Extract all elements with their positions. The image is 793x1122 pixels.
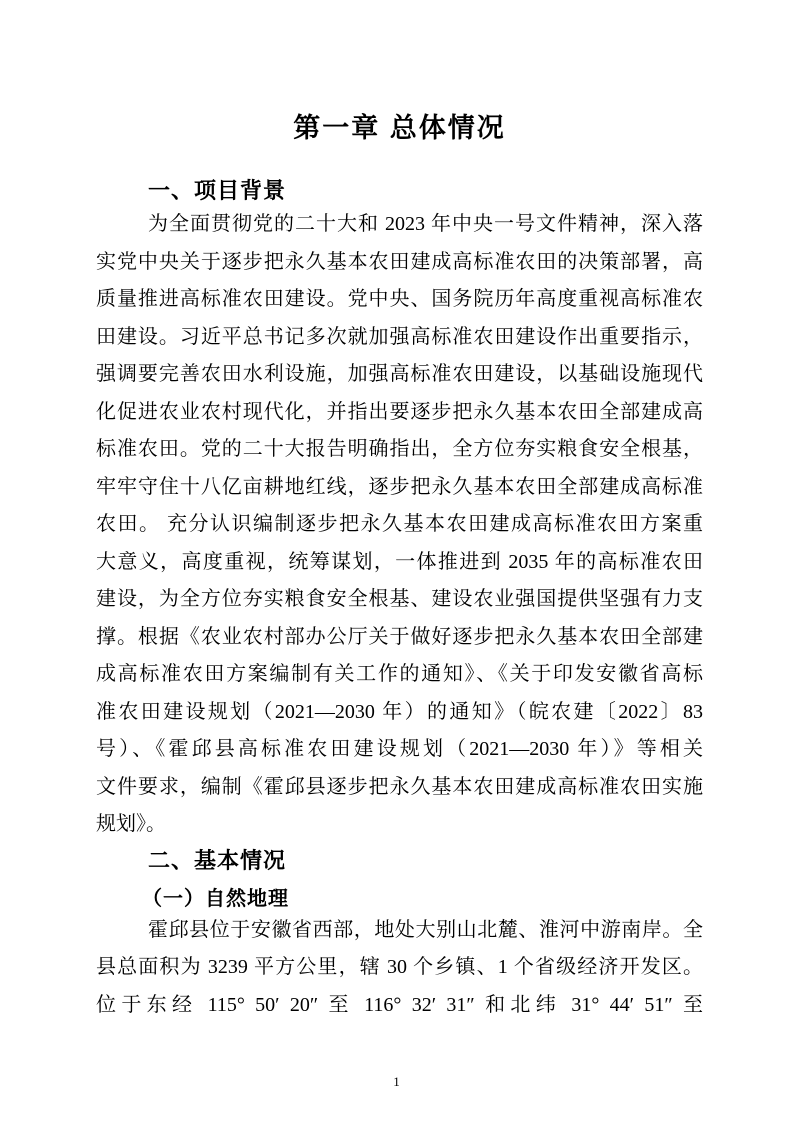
body-line: 农田。 充分认识编制逐步把永久基本农田建成高标准农田方案重	[96, 513, 703, 535]
body-line: 位于东经 115° 50′ 20″ 至 116° 32′ 31″ 和北纬 31° 44′ 51″ 至	[96, 993, 703, 1016]
paragraph-natural-geography	[96, 912, 703, 1025]
body-line: 质量推进高标准农田建设。党中央、国务院历年高度重视高标准农	[96, 288, 703, 310]
body-line: 标准农田。党的二十大报告明确指出，全方位夯实粮食安全根基，	[96, 438, 703, 460]
body-line: 霍邱县位于安徽省西部，地处大别山北麓、淮河中游南岸。全	[148, 918, 703, 941]
page-content	[96, 0, 703, 1024]
body-line: 规划》。	[96, 813, 166, 835]
subsection-heading-natural-geography: （一）自然地理	[142, 887, 289, 910]
section-basic-situation	[96, 846, 703, 1025]
body-line: 建设，为全方位夯实粮食安全根基、建设农业强国提供坚强有力支	[96, 588, 703, 610]
body-line: 牢牢守住十八亿亩耕地红线，逐步把永久基本农田全部建成高标准	[96, 475, 703, 498]
section-project-background	[96, 176, 703, 844]
body-line: 号）、《霍邱县高标准农田建设规划（2021—2030 年）》等相关	[96, 738, 703, 760]
body-line: 准农田建设规划（2021—2030 年）的通知》（皖农建〔2022〕83	[96, 700, 703, 723]
body-line: 文件要求，编制《霍邱县逐步把永久基本农田建成高标准农田实施	[96, 775, 703, 798]
body-line: 强调要完善农田水利设施，加强高标准农田建设，以基础设施现代	[96, 363, 703, 385]
body-line: 为全面贯彻党的二十大和 2023 年中央一号文件精神，深入落	[148, 213, 703, 235]
body-line: 田建设。习近平总书记多次就加强高标准农田建设作出重要指示，	[96, 325, 703, 348]
page-number: 1	[393, 1074, 400, 1089]
chapter-title: 第一章 总体情况	[293, 113, 506, 143]
section-heading-basic-situation: 二、基本情况	[148, 847, 287, 873]
body-line: 实党中央关于逐步把永久基本农田建成高标准农田的决策部署，高	[96, 250, 703, 273]
paragraph-project-background	[96, 206, 703, 844]
body-line: 大意义，高度重视，统筹谋划，一体推进到 2035 年的高标准农田	[96, 550, 703, 573]
section-heading-project-background: 一、项目背景	[148, 178, 287, 203]
body-line: 化促进农业农村现代化，并指出要逐步把永久基本农田全部建成高	[96, 400, 703, 423]
body-line: 成高标准农田方案编制有关工作的通知》、《关于印发安徽省高标	[96, 663, 703, 685]
body-line: 撑。根据《农业农村部办公厅关于做好逐步把永久基本农田全部建	[96, 625, 703, 648]
body-line: 县总面积为 3239 平方公里，辖 30 个乡镇、1 个省级经济开发区。	[96, 956, 703, 978]
